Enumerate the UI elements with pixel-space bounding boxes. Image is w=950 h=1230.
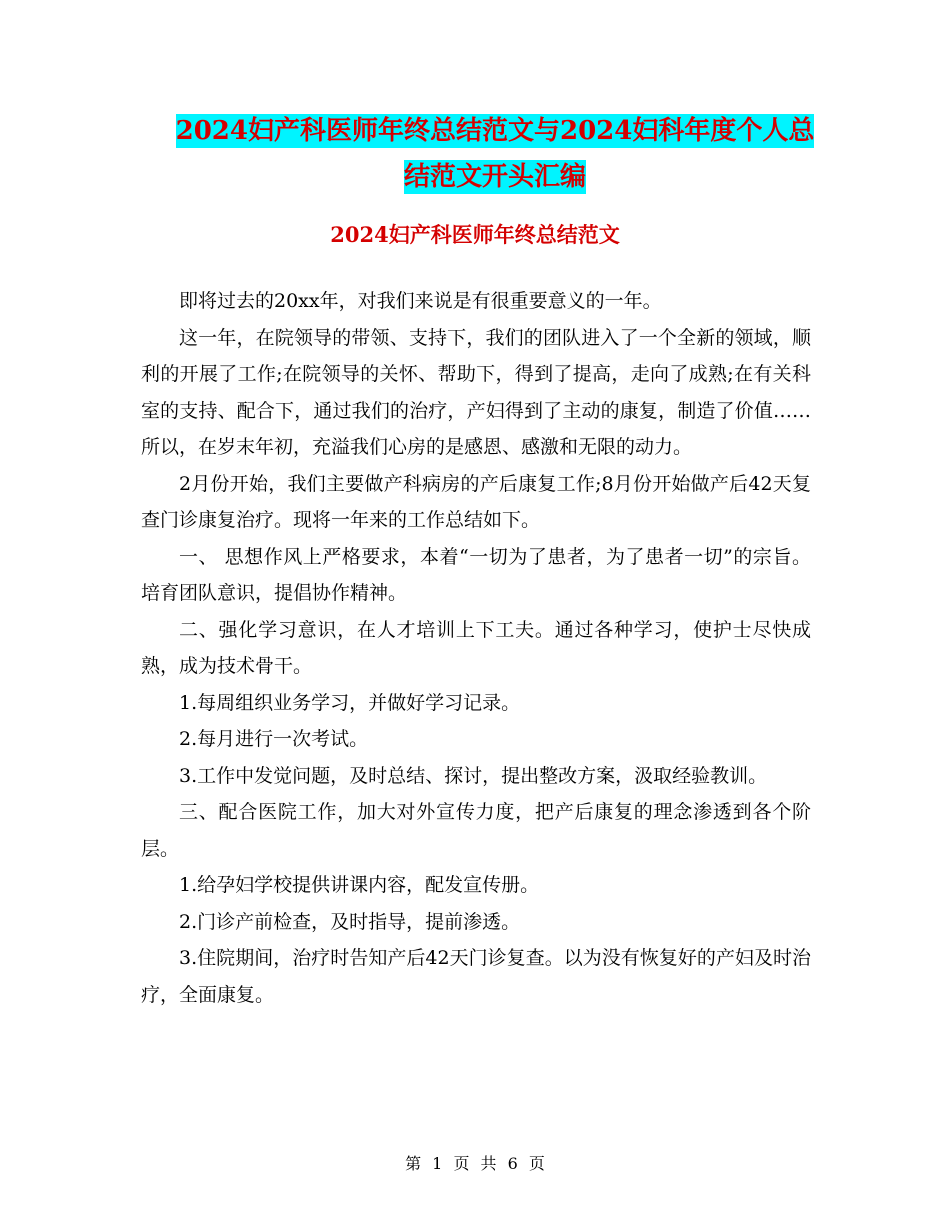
paragraph: 这一年，在院领导的带领、支持下，我们的团队进入了一个全新的领域，顺利的开展了工作;在院领导的关怀、帮助下，得到了提高，走向了成熟;在有关科室的支持、配合下，通过我们的治疗，产妇得到了主动的康复，制造了价值……所以，在岁末年初，充溢我们心房的是感恩、感激和无限的动力。 <box>141 326 811 458</box>
document-title-line-2: 结范文开头汇编 <box>403 162 586 192</box>
paragraph: 1.每周组织业务学习，并做好学习记录。 <box>179 691 521 714</box>
paragraph: 三、配合医院工作，加大对外宣传力度，把产后康复的理念渗透到各个阶层。 <box>141 801 811 860</box>
paragraph: 2月份开始，我们主要做产科病房的产后康复工作;8月份开始做产后42天复查门诊康复治疗。现将一年来的工作总结如下。 <box>141 472 811 531</box>
paragraph: 3.住院期间，治疗时告知产后42天门诊复查。以为没有恢复好的产妇及时治疗，全面康复。 <box>141 947 811 1006</box>
document-body <box>141 283 811 1013</box>
paragraph: 二、强化学习意识，在人才培训上下工夫。通过各种学习，使护士尽快成熟，成为技术骨干。 <box>141 618 811 677</box>
paragraph: 2.门诊产前检查，及时指导，提前渗透。 <box>179 910 521 933</box>
document-title <box>140 108 850 200</box>
paragraph: 2.每月进行一次考试。 <box>179 728 369 750</box>
page-footer: 第 1 页 共 6 页 <box>405 1154 545 1173</box>
paragraph: 即将过去的20xx年，对我们来说是有很重要意义的一年。 <box>179 290 662 312</box>
paragraph: 3.工作中发觉问题，及时总结、探讨，提出整改方案，汲取经验教训。 <box>179 764 768 787</box>
paragraph: 一、 思想作风上严格要求，本着“一切为了患者，为了患者一切”的宗旨。培育团队意识，提倡协作精神。 <box>141 545 811 604</box>
paragraph: 1.给孕妇学校提供讲课内容，配发宣传册。 <box>179 874 540 896</box>
section-title: 2024妇产科医师年终总结范文 <box>330 222 620 247</box>
document-title-line-1: 2024妇产科医师年终总结范文与2024妇科年度个人总 <box>175 116 815 146</box>
